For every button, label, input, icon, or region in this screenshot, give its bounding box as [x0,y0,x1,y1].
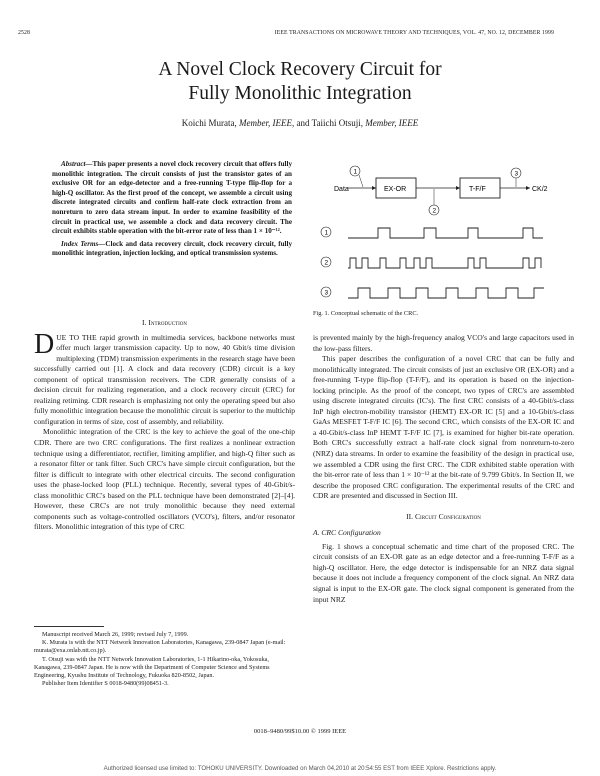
authorized-use-notice: Authorized licensed use limited to: TOHOKU UNIVERSITY. Downloaded on March 04,2010 at 20:54:55 EST from IEEE Xplore. Restrictions apply. [103,765,497,772]
clock-output-label: CK/2 [532,186,548,193]
intro-paragraph-1: DUE TO THE rapid growth in multimedia services, backbone networks must offer much larger transmission capacity. Up to now, 40 Gbit/s time division multiplexing (TDM) transmission experiments in the research stage have been successfully carried out [1]. A clock and data recovery (CDR) circuit is a key component of optical transmission receivers. The CDR generally consists of a decision circuit for realizing regeneration, and a clock recovery circuit (CRC) for realizing retiming. CDR research is emphasizing not only the operating speed but also fully monolithic integration because the monolithic circuit is superior to the multichip configuration in terms of size, cost of assembly, and reliability. [34,328,295,426]
exor-label: EX-OR [384,186,407,193]
paper-title [0,58,600,106]
figure-1-schematic [318,160,558,305]
intro-paragraph-2: Monolithic integration of the CRC is the key to achieve the goal of the one-chip CDR. There are two CRC configurations. The first realizes a nonlinear extraction technique using a differentiator, rectifier, limiting amplifier, and high-Q filter such as a resonator filter or tank filter. Such CRC's have simple circuit configuration, but the filter is difficult to integrate with other electrical circuits. The second configuration uses the phase-locked loop (PLL) technique. Recently, several types of 40-Gbit/s-class monolithic CRC's based on the PLL technique have been demonstrated [2]–[4]. However, these CRC's are not truly monolithic because they need external components such as voltage-controlled oscillators (VCO's), filters, and/or resonator filters. Monolithic integration of this type of CRC [34,427,295,532]
waveform-edge-pulses [348,258,541,268]
footnote-rule [34,626,104,627]
exor-output-arrow [456,186,460,190]
column-left [34,318,295,533]
copyright-line: 0018–9480/99$10.00 © 1999 IEEE [253,728,347,735]
abstract-block [52,160,292,262]
right-paragraph-1: is prevented mainly by the high-frequency analog VCO's and large capacitors used in the low-pass filters. [313,333,574,353]
journal-title: IEEE TRANSACTIONS ON MICROWAVE THEORY AND TECHNIQUES, VOL. 47, NO. 12, DECEMBER 1999 [274,30,554,36]
chart-marker-1-label: 1 [324,229,329,237]
footnote-received: Manuscript received March 26, 1999; revised July 7, 1999. [42,631,189,638]
chart-marker-3-label: 3 [324,289,329,297]
time-chart [321,227,544,298]
drop-cap: D [34,328,55,360]
page-number: 2528 [18,30,30,36]
data-input-label: Data [334,186,349,193]
title-line-1: A Novel Clock Recovery Circuit for [158,59,442,80]
marker-2-label: 2 [432,207,437,215]
author-2: Taiichi Otsuji, [311,118,363,128]
intro-first-word: UE TO THE [56,332,97,342]
abstract-label: Abstract— [61,160,93,168]
index-terms-text: Clock and data recovery circuit, clock recovery circuit, fully monolithic integration, injection locking, and optical transmission systems. [52,239,293,258]
section-1-heading: I. Introduction [142,318,187,327]
footnotes [34,631,295,688]
waveform-data [348,228,543,238]
author-1-membership: Member, IEEE, [239,118,295,128]
figure-1-caption: Fig. 1. Conceptual schematic of the CRC. [313,310,419,317]
right-paragraph-3: Fig. 1 shows a conceptual schematic and time chart of the proposed CRC. The circuit consists of an EX-OR gate as an edge detector and a free-running T-F/F as a high-Q oscillator. Here, the edge detector is indispensable for an NRZ data signal because it does not include a frequency component of the clock signal. An NRZ data signal is input to the EX-OR gate. The clock signal component is generated from the input NRZ [313,541,574,604]
marker-3-label: 3 [514,170,519,178]
author-conjunction: and [296,118,310,128]
marker-1-pointer [359,175,363,187]
chart-marker-2-label: 2 [324,259,329,267]
waveform-clock [348,288,544,298]
column-right [313,333,574,605]
footnote-pii: Publisher Item Identifier S 0018-9480(99)08451-3. [42,680,169,688]
tff-output-arrow [526,186,530,190]
title-line-2: Fully Monolithic Integration [188,83,412,104]
right-paragraph-2: This paper describes the configuration of a novel CRC that can be fully and monolithically integrated. The circuit consists of just an exclusive OR (EX-OR) and a free-running T-type flip-flop (T-F/F), and its operation is based on the injection-locking principle. As the proof of the concept, two types of CRC's are assembled using discrete integrated circuits (IC's). The first CRC consists of a 40-Gbit/s-class InP high electron-mobility transistor (HEMT) EX-OR IC [5] and a 10-Gbit/s-class GaAs MESFET T-F/F IC [6]. The second CRC, which consists of the EX-OR IC and a 40-Gbit/s-class InP HEMT T-F/F IC [7], is examined for higher bit-rate operation. Both CRC's successfully extract a half-rate clock signal from nonreturn-to-zero (NRZ) data streams. In order to examine the feasibility of the design in practical use, we assembled a CDR using the first CRC. The CDR exhibited stable operation with the bit-error rate of less than 1 × 10⁻¹² at the bit-rate of 9.799 Gbit/s. In Section II, we describe the proposed CRC configuration. The experimental results of the CRC and CDR are presented and discussed in Section III. [313,354,574,501]
subsection-a-heading: A. CRC Configuration [313,528,381,538]
data-arrow [372,186,376,190]
index-terms-label: Index Terms— [61,239,106,248]
author-2-membership: Member, IEEE [365,118,419,128]
author-line [0,118,600,128]
section-2-heading: II. Circuit Configuration [406,511,481,521]
footnote-murata: K. Murata is with the NTT Network Innovation Laboratories, Kanagawa, 239-0847 Japan (e-mail: murata@exa.onlab.ntt.co.jp). [34,639,286,655]
tff-label: T-F/F [469,186,486,193]
footnote-otsuji: T. Otsuji was with the NTT Network Innovation Laboratories, 1-1 Hikarino-oka, Yokosuka, Kanagawa, 239-0847 Japan. He is now with the Department of Computer Science and Systems Engineering, Kyushu Institute of Technology, Fukuoka 820-8502, Japan. [34,655,270,680]
marker-1-label: 1 [353,168,358,176]
author-1: Koichi Murata, [181,118,237,128]
abstract-text: This paper presents a novel clock recovery circuit that offers fully monolithic integration. The circuit consists of just the transistor gates of an exclusive OR for an edge-detector and a free-running T-type flip-flop for a high-Q oscillator. As the first proof of the concept, we assemble a circuit using discrete integrated circuits and confirm half-rate clock extraction from an nonreturn to zero data stream input. In order to examine feasibility of the circuit in practical use, we assemble a clock and data recovery circuit. The circuit exhibits stable operation with the bit-error rate of less than 1 × 10⁻¹². [52,160,292,236]
